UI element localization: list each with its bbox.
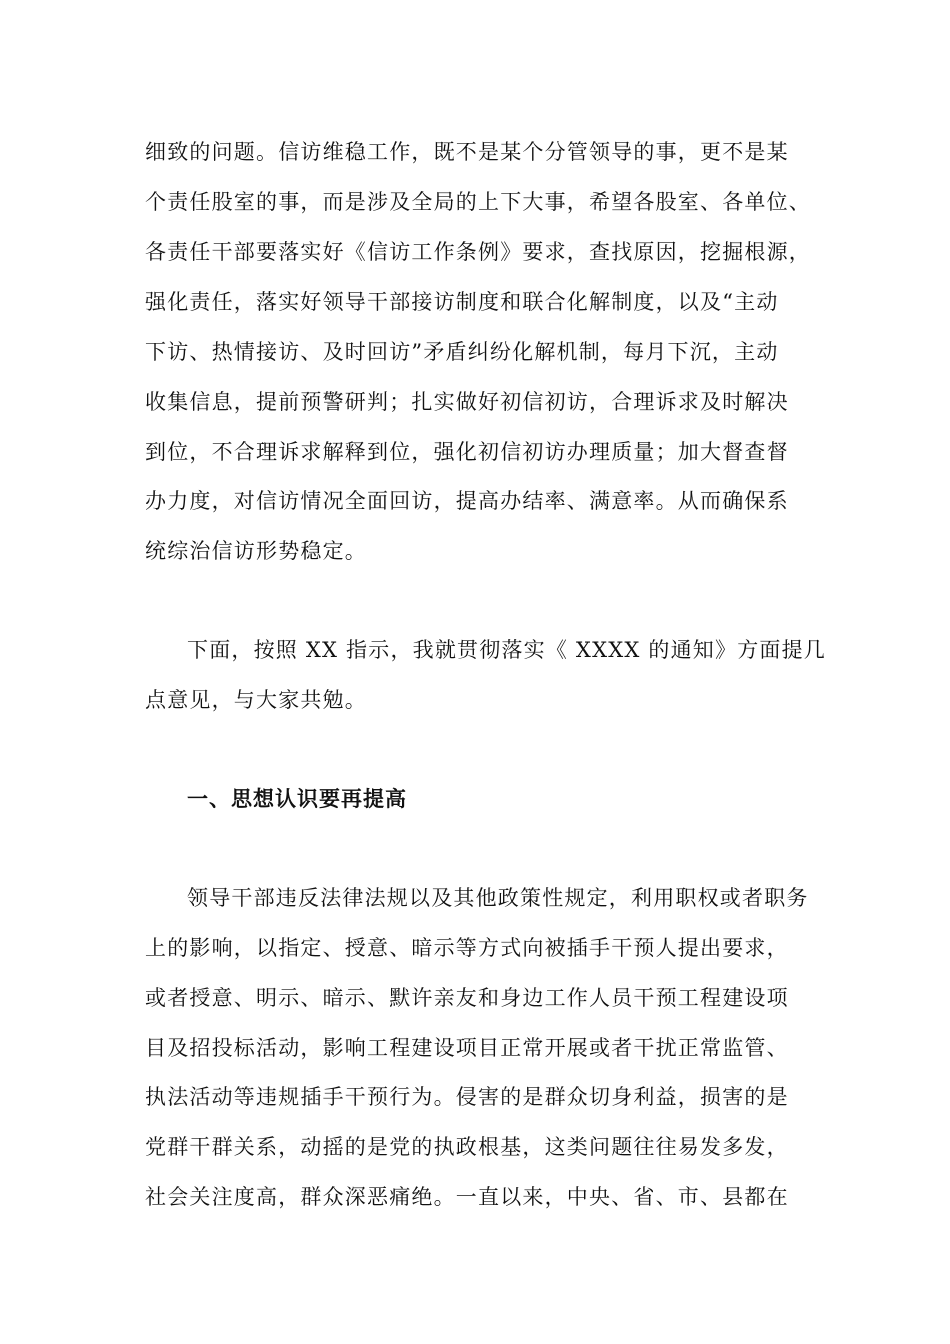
paragraph-3-line-4: 目及招投标活动，影响工程建设项目正常开展或者干扰正常监管、 [145,1036,789,1060]
paragraph-1-line-1: 细致的问题。信访维稳工作，既不是某个分管领导的事，更不是某 [145,140,789,164]
paragraph-1-line-7: 到位，不合理诉求解释到位，强化初信初访办理质量；加大督查督 [145,440,789,464]
paragraph-1-line-4: 强化责任，落实好领导干部接访制度和联合化解制度，以及“主动 [145,290,779,314]
paragraph-3-line-3: 或者授意、明示、暗示、默许亲友和身边工作人员干预工程建设项 [145,986,789,1010]
paragraph-2-line-1: 下面，按照 XX 指示，我就贯彻落实《 XXXX 的通知》方面提几 [187,638,827,662]
paragraph-3-line-7: 社会关注度高，群众深恶痛绝。一直以来，中央、省、市、县都在 [145,1185,789,1209]
paragraph-1-line-6: 收集信息，提前预警研判；扎实做好初信初访，合理诉求及时解决 [145,390,789,414]
paragraph-3-line-5: 执法活动等违规插手干预行为。侵害的是群众切身利益，损害的是 [145,1085,789,1109]
section-heading: 一、思想认识要再提高 [187,787,407,811]
paragraph-3-line-2: 上的影响，以指定、授意、暗示等方式向被插手干预人提出要求， [145,936,789,960]
paragraph-1-line-2: 个责任股室的事，而是涉及全局的上下大事，希望各股室、各单位、 [145,190,811,214]
paragraph-3-line-1: 领导干部违反法律法规以及其他政策性规定，利用职权或者职务 [187,886,809,910]
paragraph-3-line-6: 党群干群关系，动摇的是党的执政根基，这类问题往往易发多发， [145,1135,789,1159]
paragraph-1-line-8: 办力度，对信访情况全面回访，提高办结率、满意率。从而确保系 [145,489,789,513]
paragraph-1-line-9: 统综治信访形势稳定。 [145,539,367,563]
paragraph-1-line-5: 下访、热情接访、及时回访”矛盾纠纷化解机制，每月下沉，主动 [145,340,779,364]
paragraph-1-line-3: 各责任干部要落实好《信访工作条例》要求，查找原因，挖掘根源， [145,240,811,264]
paragraph-2-line-2: 点意见，与大家共勉。 [145,688,367,712]
